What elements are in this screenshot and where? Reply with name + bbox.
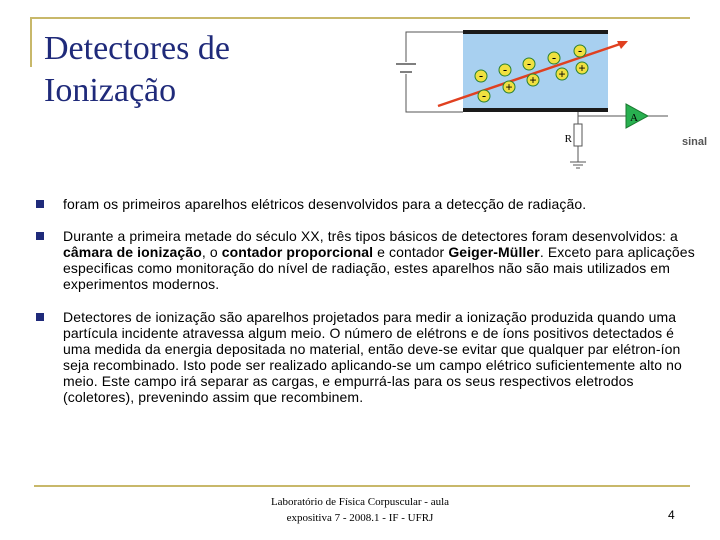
bullet-text-post: . Exceto para aplicações especificas como monitoração do nível de radiação, estes aparelhos não são mais utilizados em experimentos modernos. — [63, 244, 695, 292]
bullet-marker — [36, 313, 44, 321]
resistor-label: R — [564, 133, 572, 145]
ion-1 — [503, 80, 515, 94]
footer-line-2: expositiva 7 - 2008.1 - IF - UFRJ — [286, 512, 434, 524]
battery-icon — [396, 64, 416, 72]
ion-4 — [576, 61, 588, 75]
term-ionization-chamber: câmara de ionização — [63, 244, 202, 260]
term-geiger-muller: Geiger-Müller — [448, 244, 540, 260]
ion-symbol: + — [529, 73, 537, 87]
resistor-icon — [574, 124, 582, 146]
term-proportional-counter: contador proporcional — [221, 244, 374, 260]
electron-symbol: - — [481, 88, 487, 103]
bullet-text-mid: , o — [201, 244, 222, 260]
title-line-1: Detectores de — [44, 30, 230, 67]
electron-symbol: - — [526, 56, 532, 71]
electron-symbol: - — [478, 68, 484, 83]
electron-symbol: - — [577, 43, 583, 58]
bullet-text: foram os primeiros aparelhos elétricos desenvolvidos para a detecção de radiação. — [63, 196, 587, 212]
ionization-chamber-diagram — [388, 24, 718, 172]
bullet-list — [36, 196, 704, 405]
signal-label: sinal — [682, 136, 708, 148]
bullet-item-1 — [36, 196, 704, 212]
page-number: 4 — [668, 508, 675, 522]
ion-symbol: + — [558, 67, 566, 81]
bullet-text-pre: Durante a primeira metade do século XX, três tipos básicos de detectores foram desenvolvidos: a — [63, 228, 678, 244]
bullet-item-3 — [36, 309, 704, 405]
bullet-text-mid2: e contador — [373, 244, 449, 260]
electron-symbol: - — [551, 50, 557, 65]
ion-3 — [556, 67, 568, 81]
bullet-text: Detectores de ionização são aparelhos projetados para medir a ionização produzida quando uma partícula incidente atravessa algum meio. O número de elétrons e de íons positivos detectados é uma medida da energia depositada no material, então deve-se evitar que qualquer par elétron-íon seja recombinado. Isto pode ser realizado aplicando-se um campo elétrico suficientemente alto no meio. Este campo irá separar as cargas, e empurrá-las para os seus respectivos eletrodos (coletores), prevenindo assim que recombinem. — [63, 309, 682, 405]
bullet-marker — [36, 232, 44, 240]
ion-symbol: + — [505, 80, 513, 94]
footer-line — [34, 485, 690, 487]
bullet-marker — [36, 200, 44, 208]
footer-caption — [255, 494, 465, 526]
ion-2 — [527, 73, 539, 87]
title-line-2: Ionização — [44, 72, 177, 109]
bottom-electrode — [463, 108, 608, 112]
frame-top-line — [30, 17, 690, 19]
ground-icon — [570, 162, 586, 168]
electron-symbol: - — [502, 62, 508, 77]
slide-title — [44, 28, 230, 112]
amplifier-label: A — [630, 112, 638, 124]
top-electrode — [463, 30, 608, 34]
footer-line-1: Laboratório de Física Corpuscular - aula — [270, 496, 450, 508]
bullet-item-2 — [36, 228, 704, 292]
frame-left-line — [30, 17, 32, 67]
ion-symbol: + — [578, 61, 586, 75]
